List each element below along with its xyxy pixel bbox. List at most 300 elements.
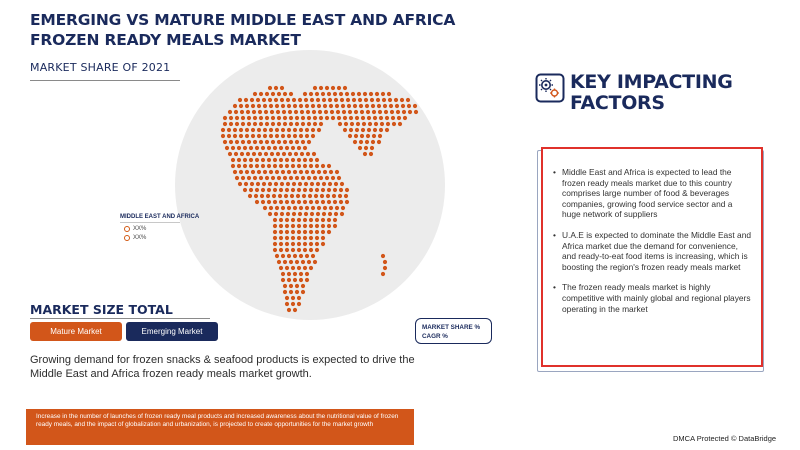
map-dot — [383, 266, 387, 270]
map-dot — [295, 290, 299, 294]
map-dot — [231, 158, 235, 162]
map-dot — [286, 98, 290, 102]
map-dot — [283, 122, 287, 126]
map-dot — [315, 248, 319, 252]
map-dot — [345, 92, 349, 96]
map-dot — [318, 110, 322, 114]
map-dot — [303, 188, 307, 192]
map-dot — [358, 98, 362, 102]
map-dot — [235, 176, 239, 180]
map-dot — [301, 140, 305, 144]
map-dot — [233, 134, 237, 138]
map-dot — [287, 308, 291, 312]
map-dot — [298, 212, 302, 216]
map-dot — [321, 236, 325, 240]
map-dot — [303, 158, 307, 162]
map-dot — [379, 116, 383, 120]
map-dot — [327, 188, 331, 192]
map-dot — [253, 176, 257, 180]
map-dot — [321, 92, 325, 96]
map-dot — [321, 230, 325, 234]
map-dot — [221, 128, 225, 132]
legend-value-1: XX% — [133, 226, 147, 232]
map-dot — [312, 110, 316, 114]
map-dot — [364, 98, 368, 102]
map-dot — [267, 188, 271, 192]
map-dot — [265, 92, 269, 96]
map-dot — [244, 182, 248, 186]
map-dot — [280, 212, 284, 216]
map-dot — [284, 194, 288, 198]
map-dot — [246, 152, 250, 156]
footer-copyright: DMCA Protected © DataBridge — [673, 434, 777, 443]
map-dot — [327, 224, 331, 228]
map-dot — [331, 86, 335, 90]
map-dot — [297, 266, 301, 270]
map-dot — [291, 266, 295, 270]
map-dot — [389, 104, 393, 108]
map-dot — [244, 98, 248, 102]
map-dot — [392, 122, 396, 126]
map-dot — [275, 128, 279, 132]
map-dot — [279, 200, 283, 204]
map-dot — [297, 302, 301, 306]
map-dot — [265, 122, 269, 126]
map-dot — [390, 110, 394, 114]
map-dot — [282, 152, 286, 156]
map-dot — [355, 128, 359, 132]
map-dot — [269, 170, 273, 174]
legend-value-2: XX% — [133, 235, 147, 241]
map-dot — [269, 104, 273, 108]
map-dot — [245, 128, 249, 132]
map-dot — [253, 92, 257, 96]
map-dot — [297, 224, 301, 228]
map-dot — [340, 182, 344, 186]
map-dot — [287, 254, 291, 258]
map-dot — [381, 272, 385, 276]
map-dot — [269, 206, 273, 210]
map-dot — [400, 98, 404, 102]
map-dot — [329, 104, 333, 108]
key-factor-item: • The frozen ready meals market is highly competitive with mainly global and regional players operating in the market — [553, 282, 751, 314]
map-dot — [239, 134, 243, 138]
map-dot — [324, 110, 328, 114]
map-dot — [372, 110, 376, 114]
map-dot — [273, 230, 277, 234]
map-dot — [325, 86, 329, 90]
map-dot — [249, 158, 253, 162]
map-dot — [309, 248, 313, 252]
map-dot — [297, 248, 301, 252]
map-dot — [359, 104, 363, 108]
map-dot — [292, 98, 296, 102]
map-dot — [286, 212, 290, 216]
map-dot — [305, 278, 309, 282]
map-dot — [264, 152, 268, 156]
map-dot — [313, 260, 317, 264]
map-dot — [317, 128, 321, 132]
map-dot — [275, 104, 279, 108]
map-dot — [259, 92, 263, 96]
map-dot — [266, 194, 270, 198]
map-dot — [275, 206, 279, 210]
map-dot — [309, 164, 313, 168]
map-dot — [316, 98, 320, 102]
map-dot — [297, 146, 301, 150]
map-dot — [281, 278, 285, 282]
map-dot — [307, 140, 311, 144]
map-dot — [316, 182, 320, 186]
map-dot — [281, 128, 285, 132]
map-dot — [343, 128, 347, 132]
map-dot — [380, 122, 384, 126]
map-dot — [340, 212, 344, 216]
map-dot — [309, 236, 313, 240]
map-dot — [301, 176, 305, 180]
map-dot — [252, 152, 256, 156]
map-dot — [327, 218, 331, 222]
map-dot — [337, 116, 341, 120]
map-dot — [271, 116, 275, 120]
map-dot — [294, 152, 298, 156]
map-dot — [335, 170, 339, 174]
map-dot — [297, 296, 301, 300]
map-dot — [305, 128, 309, 132]
map-dot — [309, 230, 313, 234]
map-dot — [299, 278, 303, 282]
map-dot — [277, 116, 281, 120]
map-dot — [275, 134, 279, 138]
map-dot — [277, 140, 281, 144]
map-dot — [369, 92, 373, 96]
map-dot — [282, 110, 286, 114]
map-dot — [373, 116, 377, 120]
map-dot — [307, 122, 311, 126]
map-dot — [291, 164, 295, 168]
map-dot — [403, 116, 407, 120]
emerging-market-button[interactable]: Emerging Market — [126, 322, 218, 341]
map-dot — [295, 284, 299, 288]
map-dot — [300, 110, 304, 114]
map-dot — [291, 248, 295, 252]
map-dot — [316, 212, 320, 216]
map-dot — [388, 98, 392, 102]
map-dot — [311, 170, 315, 174]
map-dot — [336, 110, 340, 114]
map-dot — [277, 122, 281, 126]
map-dot — [301, 284, 305, 288]
map-dot — [267, 158, 271, 162]
map-dot — [382, 98, 386, 102]
map-dot — [352, 98, 356, 102]
map-dot — [285, 146, 289, 150]
map-dot — [291, 296, 295, 300]
map-dot — [303, 224, 307, 228]
map-dot — [273, 218, 277, 222]
map-dot — [254, 194, 258, 198]
legend-item-2 — [124, 235, 146, 241]
map-dot — [295, 122, 299, 126]
map-dot — [357, 92, 361, 96]
map-dot — [319, 116, 323, 120]
map-dot — [269, 128, 273, 132]
map-dot — [283, 92, 287, 96]
map-dot — [303, 218, 307, 222]
cagr-label: CAGR % — [422, 333, 448, 340]
map-dot — [247, 122, 251, 126]
map-dot — [387, 92, 391, 96]
map-dot — [293, 104, 297, 108]
map-dot — [327, 92, 331, 96]
map-dot — [349, 128, 353, 132]
map-dot — [223, 140, 227, 144]
map-dot — [315, 224, 319, 228]
map-dot — [348, 110, 352, 114]
map-dot — [285, 158, 289, 162]
map-dot — [275, 170, 279, 174]
mature-market-button[interactable]: Mature Market — [30, 322, 122, 341]
map-dot — [300, 152, 304, 156]
map-dot — [289, 116, 293, 120]
map-dot — [253, 122, 257, 126]
map-dot — [251, 128, 255, 132]
map-dot — [306, 152, 310, 156]
map-dot — [363, 92, 367, 96]
map-dot — [233, 170, 237, 174]
map-dot — [330, 110, 334, 114]
map-dot — [253, 116, 257, 120]
map-dot — [271, 122, 275, 126]
map-dot — [295, 140, 299, 144]
map-dot — [257, 104, 261, 108]
map-dot — [334, 182, 338, 186]
map-dot — [303, 230, 307, 234]
map-dot — [331, 176, 335, 180]
map-dot — [295, 116, 299, 120]
map-dot — [293, 128, 297, 132]
map-dot — [303, 164, 307, 168]
map-dot — [343, 116, 347, 120]
map-dot — [391, 116, 395, 120]
map-dot — [280, 182, 284, 186]
map-dot — [273, 164, 277, 168]
opportunities-banner: Increase in the number of launches of frozen ready meal products and increased awareness about the nutritional value of frozen ready meals, and the impact of globalization and urbanization, is projected to create opportunities for the market growth — [26, 409, 414, 445]
map-dot — [274, 86, 278, 90]
map-dot — [302, 194, 306, 198]
map-dot — [243, 188, 247, 192]
map-dot — [348, 134, 352, 138]
map-dot — [341, 206, 345, 210]
map-dot — [305, 254, 309, 258]
map-dot — [344, 122, 348, 126]
map-dot — [333, 224, 337, 228]
map-dot — [321, 218, 325, 222]
map-dot — [298, 182, 302, 186]
map-dot — [289, 290, 293, 294]
map-dot — [367, 128, 371, 132]
map-dot — [228, 152, 232, 156]
map-dot — [328, 212, 332, 216]
map-dot — [291, 146, 295, 150]
map-dot — [355, 116, 359, 120]
map-dot — [299, 104, 303, 108]
map-dot — [237, 146, 241, 150]
map-dot — [268, 212, 272, 216]
map-dot — [319, 176, 323, 180]
map-dot — [279, 242, 283, 246]
map-dot — [268, 182, 272, 186]
map-dot — [304, 98, 308, 102]
map-dot — [313, 86, 317, 90]
map-dot — [299, 254, 303, 258]
legend-item-1 — [124, 226, 146, 232]
map-dot — [351, 92, 355, 96]
map-dot — [235, 116, 239, 120]
map-dot — [273, 200, 277, 204]
growth-statement: Growing demand for frozen snacks & seafood products is expected to drive the Middle East and Africa frozen ready meals market growth. — [30, 354, 415, 380]
map-dot — [347, 104, 351, 108]
map-dot — [383, 104, 387, 108]
map-dot — [274, 182, 278, 186]
map-dot — [407, 104, 411, 108]
map-dot — [285, 236, 289, 240]
map-dot — [292, 182, 296, 186]
map-dot — [323, 170, 327, 174]
map-dot — [289, 284, 293, 288]
map-dot — [227, 134, 231, 138]
map-dot — [235, 140, 239, 144]
map-dot — [293, 272, 297, 276]
map-dot — [263, 134, 267, 138]
map-dot — [339, 92, 343, 96]
map-dot — [297, 230, 301, 234]
map-dot — [272, 194, 276, 198]
map-dot — [277, 260, 281, 264]
map-dot — [301, 116, 305, 120]
map-dot — [258, 110, 262, 114]
map-dot — [358, 146, 362, 150]
map-dot — [274, 212, 278, 216]
map-dot — [350, 122, 354, 126]
map-dot — [277, 92, 281, 96]
map-dot — [315, 164, 319, 168]
map-dot — [285, 296, 289, 300]
key-factors-box — [541, 147, 763, 367]
map-dot — [249, 188, 253, 192]
map-dot — [291, 158, 295, 162]
map-dot — [283, 260, 287, 264]
map-dot — [279, 248, 283, 252]
map-dot — [273, 158, 277, 162]
map-dot — [233, 128, 237, 132]
map-dot — [309, 224, 313, 228]
map-dot — [306, 110, 310, 114]
map-dot — [322, 212, 326, 216]
map-dot — [332, 194, 336, 198]
map-dot — [334, 212, 338, 216]
map-dot — [354, 110, 358, 114]
map-dot — [315, 200, 319, 204]
map-dot — [259, 140, 263, 144]
map-dot — [315, 242, 319, 246]
map-dot — [319, 122, 323, 126]
map-dot — [303, 236, 307, 240]
map-dot — [256, 182, 260, 186]
map-dot — [255, 188, 259, 192]
map-dot — [339, 188, 343, 192]
map-dot — [287, 134, 291, 138]
map-dot — [262, 98, 266, 102]
map-dot — [251, 134, 255, 138]
map-dot — [292, 212, 296, 216]
map-dot — [258, 152, 262, 156]
map-dot — [288, 152, 292, 156]
map-dot — [305, 104, 309, 108]
map-dot — [252, 110, 256, 114]
map-dot — [255, 158, 259, 162]
map-legend-title: MIDDLE EAST AND AFRICA — [120, 214, 200, 220]
map-dot — [345, 200, 349, 204]
map-dot — [251, 170, 255, 174]
map-dot — [291, 188, 295, 192]
map-dot — [361, 116, 365, 120]
map-dot — [371, 140, 375, 144]
map-dot — [413, 104, 417, 108]
map-dot — [297, 164, 301, 168]
map-dot — [240, 152, 244, 156]
map-dot — [381, 92, 385, 96]
map-dot — [344, 194, 348, 198]
map-dot — [313, 116, 317, 120]
map-dot — [291, 230, 295, 234]
map-dot — [262, 182, 266, 186]
key-factor-item: • U.A.E is expected to dominate the Middle East and Africa market due the demand for convenience, and ready-to-eat food items is increasing, which is boosting the region's frozen ready meals market — [553, 230, 751, 272]
map-dot — [309, 92, 313, 96]
map-dot — [234, 110, 238, 114]
map-dot — [298, 98, 302, 102]
map-dot — [341, 104, 345, 108]
map-dot — [303, 92, 307, 96]
map-dot — [249, 146, 253, 150]
map-dot — [245, 104, 249, 108]
map-dot — [285, 248, 289, 252]
map-dot — [257, 128, 261, 132]
map-dot — [257, 170, 261, 174]
map-dot — [276, 110, 280, 114]
map-dot — [261, 200, 265, 204]
map-dot — [386, 122, 390, 126]
dotted-region-map — [175, 60, 445, 320]
map-dot — [281, 170, 285, 174]
map-dot — [287, 272, 291, 276]
map-dot — [237, 158, 241, 162]
map-dot — [408, 110, 412, 114]
map-dot — [287, 206, 291, 210]
map-dot — [285, 266, 289, 270]
map-dot — [338, 194, 342, 198]
map-dot — [301, 290, 305, 294]
key-factor-item: • Middle East and Africa is expected to lead the frozen ready meals market due to this country comprises large number of food & beverages companies, growing food service sector and a huge network of suppliers — [553, 167, 751, 220]
map-dot — [310, 98, 314, 102]
map-dot — [281, 272, 285, 276]
map-dot — [279, 230, 283, 234]
map-dot — [228, 110, 232, 114]
map-dot — [287, 128, 291, 132]
map-dot — [263, 128, 267, 132]
map-dot — [325, 116, 329, 120]
map-dot — [342, 110, 346, 114]
